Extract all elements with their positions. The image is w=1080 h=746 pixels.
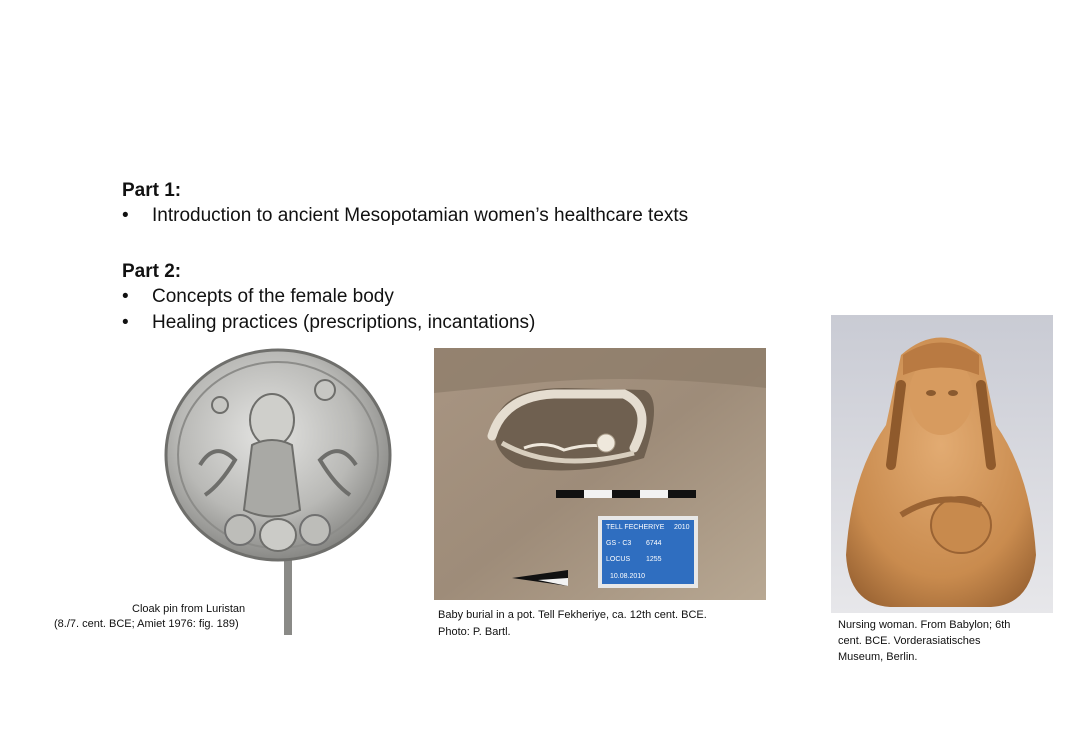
- cloak-pin-caption-line2: (8./7. cent. BCE; Amiet 1976: fig. 189): [54, 618, 239, 630]
- burial-caption-line1: Baby burial in a pot. Tell Fekheriye, ca. 12th cent. BCE.: [438, 609, 707, 621]
- label-board-site: TELL FECHERIYE: [606, 524, 665, 531]
- burial-caption-line2: Photo: P. Bartl.: [438, 626, 511, 638]
- scale-bar: [556, 490, 696, 498]
- nursing-woman-photo: [831, 315, 1053, 613]
- part1-heading: Part 1:: [122, 180, 182, 201]
- cloak-pin-caption-line1: Cloak pin from Luristan: [132, 603, 246, 615]
- cloak-pin-image: [160, 345, 400, 640]
- part2-bullet-text: Healing practices (prescriptions, incantations): [152, 312, 536, 333]
- baby-burial-photo: [434, 348, 766, 600]
- label-board-date: 10.08.2010: [610, 573, 646, 580]
- part2-heading: Part 2:: [122, 261, 182, 282]
- figurine-child: [931, 497, 991, 553]
- label-board-locus-number: 1255: [646, 556, 662, 563]
- bullet-glyph: •: [122, 286, 129, 307]
- label-board-number: 6744: [646, 540, 662, 547]
- bullet-glyph: •: [122, 312, 129, 333]
- part1-bullet-text: Introduction to ancient Mesopotamian women’s healthcare texts: [152, 205, 689, 226]
- label-board-square: GS - C3: [606, 540, 632, 547]
- goddess-face: [250, 394, 294, 446]
- bullet-glyph: •: [122, 205, 129, 226]
- label-board-locus: LOCUS: [606, 556, 631, 563]
- nursing-caption-line2: cent. BCE. Vorderasiatisches: [838, 635, 981, 647]
- nursing-caption-line3: Museum, Berlin.: [838, 651, 918, 663]
- label-board-year: 2010: [674, 524, 690, 531]
- part2-bullet-text: Concepts of the female body: [152, 286, 394, 307]
- nursing-caption-line1: Nursing woman. From Babylon; 6th: [838, 619, 1011, 631]
